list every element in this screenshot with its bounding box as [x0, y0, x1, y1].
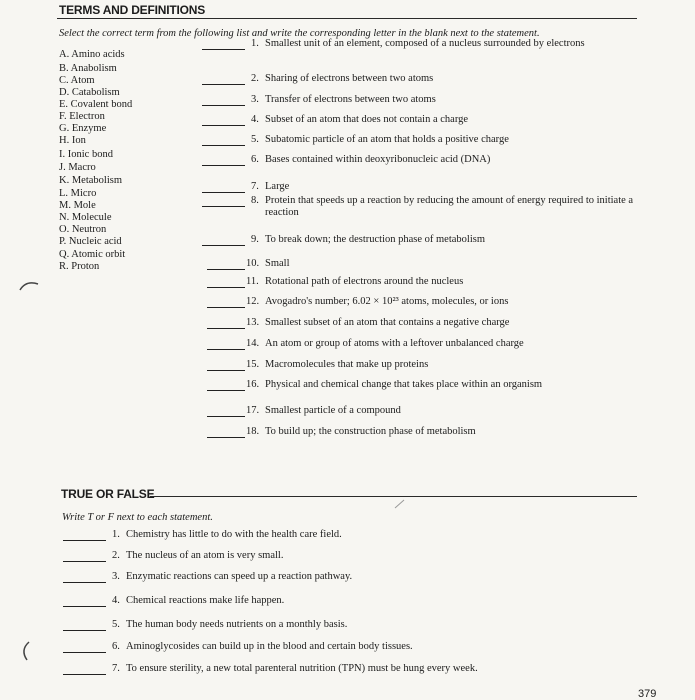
term-item: O. Neutron — [59, 224, 107, 235]
pencil-tick-icon — [394, 498, 406, 510]
tf-answer-blank[interactable] — [63, 674, 106, 675]
statement-number: 15. — [246, 359, 260, 370]
statement-number: 1. — [251, 38, 259, 49]
term-item: B. Anabolism — [59, 63, 117, 74]
term-item: J. Macro — [59, 162, 96, 173]
answer-blank[interactable] — [202, 49, 245, 50]
statement-text: An atom or group of atoms with a leftover unbalanced charge — [265, 338, 524, 349]
statement-text: Small — [265, 258, 290, 269]
statement-number: 6. — [251, 154, 259, 165]
terms-heading-rule — [57, 18, 637, 19]
statement-text: Large — [265, 181, 290, 192]
margin-bracket-icon — [18, 640, 32, 662]
term-item: A. Amino acids — [59, 49, 125, 60]
tf-question-number: 7. — [112, 663, 120, 674]
statement-text: To build up; the construction phase of metabolism — [265, 426, 476, 437]
answer-blank[interactable] — [207, 307, 245, 308]
tf-question-text: Chemical reactions make life happen. — [126, 595, 285, 606]
statement-text: To break down; the destruction phase of metabolism — [265, 234, 486, 245]
tf-question-number: 4. — [112, 595, 120, 606]
statement-number: 10. — [246, 258, 260, 269]
tf-answer-blank[interactable] — [63, 561, 106, 562]
terms-instructions: Select the correct term from the following list and write the corresponding letter in the blank next to the statement. — [59, 28, 540, 39]
statement-text: Smallest subset of an atom that contains a negative charge — [265, 317, 510, 328]
term-item: H. Ion — [59, 135, 86, 146]
answer-blank[interactable] — [207, 287, 245, 288]
term-item: I. Ionic bond — [59, 149, 113, 160]
statement-text: Transfer of electrons between two atoms — [265, 94, 436, 105]
term-item: L. Micro — [59, 188, 97, 199]
term-item: P. Nucleic acid — [59, 236, 122, 247]
statement-number: 2. — [251, 73, 259, 84]
statement-text: Macromolecules that make up proteins — [265, 359, 429, 370]
tf-question-number: 1. — [112, 529, 120, 540]
statement-text: Bases contained within deoxyribonucleic acid (DNA) — [265, 154, 491, 165]
statement-number: 9. — [251, 234, 259, 245]
statement-text: Subset of an atom that does not contain a charge — [265, 114, 469, 125]
tf-heading: TRUE OR FALSE — [61, 487, 155, 501]
statement-number: 13. — [246, 317, 260, 328]
answer-blank[interactable] — [207, 349, 245, 350]
term-item: K. Metabolism — [59, 175, 122, 186]
statement-text: Physical and chemical change that takes place within an organism — [265, 379, 543, 390]
answer-blank[interactable] — [207, 416, 245, 417]
tf-answer-blank[interactable] — [63, 630, 106, 631]
statement-text: Rotational path of electrons around the nucleus — [265, 276, 464, 287]
statement-text: Smallest particle of a compound — [265, 405, 401, 416]
statement-number: 17. — [246, 405, 260, 416]
term-item: M. Mole — [59, 200, 96, 211]
statement-number: 7. — [251, 181, 259, 192]
answer-blank[interactable] — [202, 125, 245, 126]
answer-blank[interactable] — [207, 328, 245, 329]
term-item: C. Atom — [59, 75, 95, 86]
page-number: 379 — [638, 688, 657, 700]
answer-blank[interactable] — [207, 437, 245, 438]
term-item: F. Electron — [59, 111, 105, 122]
tf-instructions: Write T or F next to each statement. — [62, 512, 213, 523]
statement-text: Protein that speeds up a reaction by reducing the amount of energy required to initiate a reaction — [265, 195, 634, 218]
statement-number: 18. — [246, 426, 260, 437]
statement-number: 5. — [251, 134, 259, 145]
statement-text: Smallest unit of an element, composed of a nucleus surrounded by electrons — [265, 38, 585, 49]
statement-number: 3. — [251, 94, 259, 105]
statement-number: 12. — [246, 296, 260, 307]
term-item: E. Covalent bond — [59, 99, 133, 110]
term-item: R. Proton — [59, 261, 100, 272]
statement-text: Subatomic particle of an atom that holds a positive charge — [265, 134, 509, 145]
answer-blank[interactable] — [202, 145, 245, 146]
margin-mark-icon — [18, 278, 40, 294]
answer-blank[interactable] — [202, 206, 245, 207]
tf-question-number: 2. — [112, 550, 120, 561]
terms-heading: TERMS AND DEFINITIONS — [59, 3, 206, 17]
tf-question-text: The nucleus of an atom is very small. — [126, 550, 284, 561]
tf-question-number: 3. — [112, 571, 120, 582]
statement-number: 11. — [246, 276, 259, 287]
statement-number: 16. — [246, 379, 260, 390]
term-item: G. Enzyme — [59, 123, 107, 134]
answer-blank[interactable] — [202, 165, 245, 166]
term-item: N. Molecule — [59, 212, 112, 223]
term-item: D. Catabolism — [59, 87, 120, 98]
answer-blank[interactable] — [202, 105, 245, 106]
tf-question-text: Enzymatic reactions can speed up a reaction pathway. — [126, 571, 353, 582]
answer-blank[interactable] — [202, 192, 245, 193]
answer-blank[interactable] — [202, 245, 245, 246]
tf-question-number: 6. — [112, 641, 120, 652]
answer-blank[interactable] — [207, 269, 245, 270]
answer-blank[interactable] — [202, 84, 245, 85]
statement-number: 4. — [251, 114, 259, 125]
tf-answer-blank[interactable] — [63, 540, 106, 541]
tf-answer-blank[interactable] — [63, 582, 106, 583]
tf-question-text: Chemistry has little to do with the health care field. — [126, 529, 342, 540]
tf-question-number: 5. — [112, 619, 120, 630]
tf-answer-blank[interactable] — [63, 652, 106, 653]
tf-question-text: The human body needs nutrients on a monthly basis. — [126, 619, 348, 630]
tf-answer-blank[interactable] — [63, 606, 106, 607]
statement-number: 14. — [246, 338, 260, 349]
tf-question-text: Aminoglycosides can build up in the blood and certain body tissues. — [126, 641, 413, 652]
statement-text: Avogadro's number; 6.02 × 10²³ atoms, molecules, or ions — [265, 296, 509, 307]
tf-question-text: To ensure sterility, a new total parenteral nutrition (TPN) must be hung every week. — [126, 663, 478, 674]
answer-blank[interactable] — [207, 370, 245, 371]
statement-text: Sharing of electrons between two atoms — [265, 73, 434, 84]
term-item: Q. Atomic orbit — [59, 249, 126, 260]
answer-blank[interactable] — [207, 390, 245, 391]
statement-number: 8. — [251, 195, 259, 206]
tf-heading-rule — [150, 496, 637, 497]
